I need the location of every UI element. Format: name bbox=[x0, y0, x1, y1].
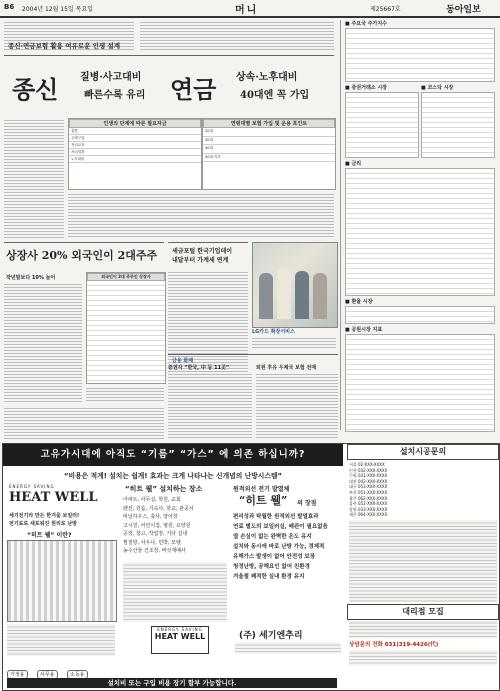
table-row: 자녀결혼 bbox=[69, 149, 201, 156]
list-item: 연료 별도의 보일러실, 배관이 필요없음 bbox=[233, 524, 328, 530]
article2-subhead: 작년말보다 10% 늘어 bbox=[6, 275, 56, 281]
side-box2-left-title: ■ 증권거래소 시장 bbox=[345, 85, 388, 91]
section-title: 머니 bbox=[235, 5, 259, 16]
dealer-list-more bbox=[349, 520, 497, 602]
issue-date: 2004년 12월 15일 목요일 bbox=[22, 6, 94, 13]
table-row: 20대 bbox=[203, 128, 335, 137]
article2-headline: 상장사 20% 외국인이 2대주주 bbox=[6, 249, 158, 262]
article4-left-title: 증권사 “한국, 中 등 11곳” bbox=[168, 365, 230, 371]
photo-caption bbox=[252, 336, 336, 350]
list-item: 농수산물 건조장, 버섯재배사 bbox=[123, 548, 186, 554]
ad-left-text bbox=[7, 624, 115, 656]
tag-home: 가정용 bbox=[7, 670, 28, 679]
ad-banner: 고유가시대에 아직도 “기름” “가스” 에 의존 하십니까? bbox=[3, 444, 343, 466]
installment-banner: 설치비 또는 구입 비용 장기 할부 가능합니다. bbox=[7, 678, 337, 688]
person-figure bbox=[295, 271, 309, 319]
photo-caption-tag: LG카드 확장서비스 bbox=[252, 329, 295, 335]
article3-headline2: 내달부터 가계세 연계 bbox=[172, 257, 229, 264]
article3-head bbox=[168, 242, 248, 269]
table-row: 40대 bbox=[203, 145, 335, 154]
article1-body-col-right bbox=[284, 20, 334, 50]
ad-right-title: 원적외선 전기 발열체 bbox=[233, 486, 290, 493]
recruit-phone: 상담문의 전화 031)319-4426(代) bbox=[349, 642, 439, 648]
person-figure bbox=[313, 273, 327, 319]
page-number: B6 bbox=[4, 3, 15, 11]
recruit-detail bbox=[349, 650, 497, 666]
article1-body-cols bbox=[68, 192, 334, 238]
ad-logo-brand: HEAT WELL bbox=[154, 632, 206, 641]
ad-right-brand-suffix: 의 장점 bbox=[297, 500, 317, 507]
ad-center-title: “히트 웰” 설치하는 장소 bbox=[125, 485, 203, 493]
list-item: 대구 053-XXX-XXXX bbox=[349, 484, 388, 490]
article4-kicker: 금융 화제 bbox=[172, 358, 194, 364]
recruit-text bbox=[349, 620, 497, 638]
market-side-panel bbox=[340, 20, 497, 430]
recruit-title: 대리점 모집 bbox=[347, 604, 499, 620]
list-item: 수원 031-XXX-XXXX bbox=[349, 473, 388, 479]
side-box3-title: ■ 금리 bbox=[345, 161, 362, 167]
headline-left: 종신 bbox=[12, 75, 59, 104]
article4-right-body bbox=[256, 372, 338, 440]
article2-body-2 bbox=[86, 386, 164, 402]
ad-left-copy2: 전기료로 새로워진 원리로 난방 bbox=[9, 521, 78, 527]
newspaper-brand: 동아일보 bbox=[446, 5, 481, 15]
age-insurance-table bbox=[202, 118, 336, 190]
fx-table bbox=[345, 306, 495, 324]
headline-right-sub-top: 상속·노후대비 bbox=[236, 72, 298, 83]
side-box5-title: ■ 공원시장 지표 bbox=[345, 327, 383, 333]
list-item: 울산 052-XXX-XXXX bbox=[349, 501, 388, 507]
person-figure bbox=[277, 269, 291, 319]
ad-center-text bbox=[123, 562, 227, 622]
ad-center-list bbox=[123, 496, 223, 556]
list-item: 대전 042-XXX-XXXX bbox=[349, 478, 388, 484]
article4-right-title: 퇴원 후유 우체국 보험 전매 bbox=[256, 365, 317, 371]
article1-kicker: 종신·연금보험 활용 여유로운 인생 설계 bbox=[8, 42, 120, 50]
person-figure bbox=[259, 273, 273, 319]
tag-disinfect: 소독용 bbox=[67, 670, 88, 679]
foreign-holder-table bbox=[86, 272, 166, 384]
world-index-table bbox=[345, 28, 495, 82]
list-item: 공장, 창고, 작업장, 기타 실내 bbox=[123, 531, 188, 537]
ad-slogan: “비용은 적게! 설치는 쉽게! 효과는 크게 나타나는 신개념의 난방시스템” bbox=[64, 472, 282, 480]
ad-brand: HEAT WELL bbox=[9, 490, 98, 505]
article2-body bbox=[4, 282, 82, 402]
ad-company-logo bbox=[151, 626, 209, 654]
dealers-title: 설치시공문의 bbox=[347, 444, 499, 460]
article3-headline1: 세금포털 한국기업데이 bbox=[172, 248, 233, 255]
ad-company-address bbox=[235, 642, 341, 654]
side-box1-title: ■ 주요국 주가지수 bbox=[345, 21, 388, 27]
heatwell-advertisement bbox=[2, 443, 500, 691]
foreign-holder-table-title: 외국인이 2대 주주인 상장사 bbox=[87, 273, 165, 281]
life-stage-table-title: 인생의 단계에 따른 필요자금 bbox=[69, 119, 201, 128]
list-item: 설치와 동시에 바로 난방 가능, 경제적 bbox=[233, 544, 325, 550]
list-item: 편리성과 탁월한 원적외선 발열효과 bbox=[233, 514, 319, 520]
list-item: 아파트, 사무실, 학원, 교회 bbox=[123, 497, 181, 503]
table-row: 결혼 bbox=[69, 128, 201, 135]
side-box2-right-title: ■ 코스닥 시장 bbox=[421, 85, 454, 91]
foreign-holder-table-rows bbox=[87, 281, 165, 381]
age-insurance-table-title: 연령대별 보험 가입 및 운용 포인트 bbox=[203, 119, 335, 128]
ad-left-label: “히트 웰” 이란? bbox=[27, 532, 72, 539]
article1-headline-area bbox=[4, 55, 334, 111]
article4-left-body bbox=[168, 372, 252, 440]
list-item: 인천 032-XXX-XXXX bbox=[349, 467, 388, 473]
list-item: 서울 02-XXX-XXXX bbox=[349, 462, 385, 467]
ad-logo-small: ENERGY SAVING bbox=[157, 627, 203, 632]
list-item: 열 손실이 없는 완벽한 온도 유지 bbox=[233, 534, 312, 540]
list-item: 펜션, 원룸, 기숙사, 학교, 관공서 bbox=[123, 505, 194, 512]
ad-right-brand: “히트 웰” bbox=[239, 494, 288, 507]
life-stage-table bbox=[68, 118, 202, 190]
headline-left-sub-top: 질병·사고대비 bbox=[80, 72, 142, 83]
list-item: 찜질방, 사우나, 민박, 모텔 bbox=[123, 539, 181, 546]
list-item: 겨울철 쾌적한 실내 환경 유지 bbox=[233, 574, 305, 580]
table-row: 노후대비 bbox=[69, 156, 201, 163]
table-row: 자녀교육 bbox=[69, 142, 201, 149]
list-item: 비닐하우스, 축사, 양어장 bbox=[123, 514, 178, 520]
article1-body-col1 bbox=[4, 118, 64, 238]
table-row: 주택구입 bbox=[69, 135, 201, 142]
page-header bbox=[0, 0, 500, 18]
headline-right-sub-bottom: 40대엔 꼭 가입 bbox=[240, 90, 310, 101]
headline-right: 연금 bbox=[170, 75, 217, 104]
side-box4-title: ■ 환율 시장 bbox=[345, 299, 373, 305]
headline-left-sub-bottom: 빠른수록 유리 bbox=[84, 90, 146, 101]
article2-body-3 bbox=[4, 406, 164, 440]
list-item: 강원 033-XXX-XXXX bbox=[349, 506, 388, 512]
list-item: 제주 064-XXX-XXXX bbox=[349, 512, 388, 518]
table-row: 50대 이후 bbox=[203, 154, 335, 163]
issue-number: 제25667호 bbox=[370, 6, 401, 13]
ad-right-points bbox=[233, 512, 343, 582]
heating-panel-image bbox=[7, 540, 117, 622]
news-photo bbox=[252, 242, 338, 328]
table-row: 30대 bbox=[203, 137, 335, 146]
list-item: 부산 051-XXX-XXXX bbox=[349, 489, 388, 495]
ad-brand-small: ENERGY SAVING bbox=[9, 484, 55, 489]
ad-bottom-bar bbox=[3, 668, 497, 688]
tag-office: 사무용 bbox=[37, 670, 58, 679]
list-item: 광주 062-XXX-XXXX bbox=[349, 495, 388, 501]
dealer-list bbox=[349, 462, 497, 518]
article2-head bbox=[4, 242, 164, 269]
ad-company: (주) 세기엔추리 bbox=[239, 631, 303, 641]
rate-table bbox=[345, 168, 495, 296]
ad-left-copy: 세기전기라 만든 한겨울 보일러! bbox=[9, 513, 80, 519]
list-item: 유해가스 발생이 없어 안전성 보장 bbox=[233, 554, 316, 560]
list-item: 고시원, 어린이집, 병원, 요양원 bbox=[123, 522, 191, 529]
list-item: 청정난방, 공해요인 없어 친환경 bbox=[233, 564, 310, 570]
fund-index-table bbox=[345, 334, 495, 432]
kosdaq-table bbox=[421, 92, 495, 158]
kse-table bbox=[345, 92, 419, 158]
